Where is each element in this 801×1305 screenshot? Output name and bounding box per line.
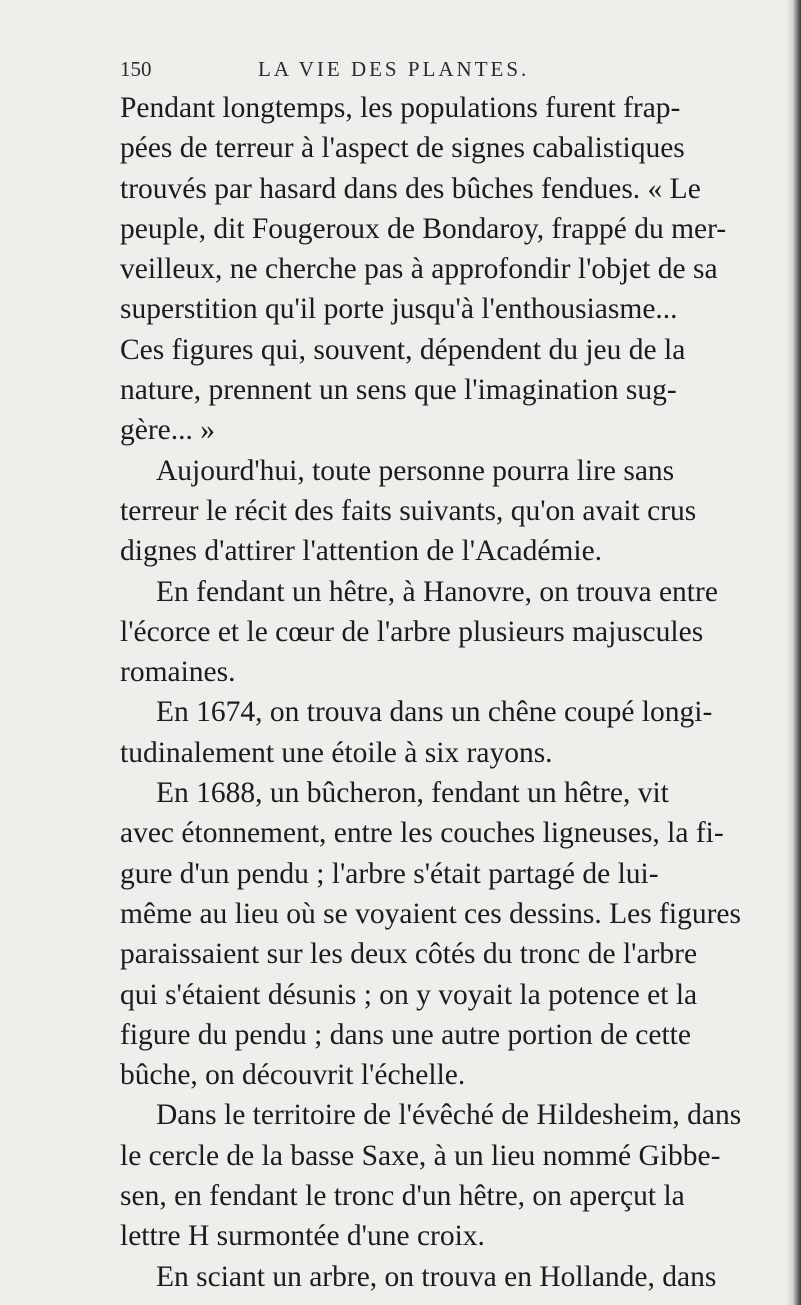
text-line: nature, prennent un sens que l'imagination sug-	[120, 374, 677, 407]
paragraph-start-line: En 1674, on trouva dans un chêne coupé longi-	[156, 696, 713, 729]
paragraph-start-line: En fendant un hêtre, à Hanovre, on trouva entre	[156, 575, 718, 608]
text-line: bûche, on découvrit l'échelle.	[120, 1059, 466, 1092]
text-line: Pendant longtemps, les populations furent frap-	[120, 92, 681, 124]
text-line: figure du pendu ; dans une autre portion de cette	[120, 1018, 691, 1051]
text-line: lettre H surmontée d'une croix.	[120, 1220, 485, 1253]
text-line: qui s'étaient désunis ; on y voyait la potence et la	[120, 978, 698, 1011]
text-line: trouvés par hasard dans des bûches fendues. « Le	[120, 172, 701, 205]
running-title: LA VIE DES PLANTES.	[258, 57, 530, 81]
paragraph-start-line: Dans le territoire de l'évêché de Hildesheim, dans	[156, 1099, 742, 1132]
text-line: le cercle de la basse Saxe, à un lieu nommé Gibbe-	[120, 1139, 721, 1172]
paragraph-start-line: En 1688, un bûcheron, fendant un hêtre, vit	[156, 777, 669, 810]
paragraph-start-line: Aujourd'hui, toute personne pourra lire sans	[156, 454, 675, 487]
text-line: pées de terreur à l'aspect de signes cabalistiques	[120, 132, 685, 165]
text-line: Ces figures qui, souvent, dépendent du jeu de la	[120, 333, 686, 366]
page-edge-shadow	[787, 0, 801, 1305]
text-line: avec étonnement, entre les couches ligneuses, la fi-	[120, 817, 724, 850]
text-line: dignes d'attirer l'attention de l'Académie.	[120, 535, 603, 568]
text-line: tudinalement une étoile à six rayons.	[120, 736, 553, 769]
text-line: sen, en fendant le tronc d'un hêtre, on aperçut la	[120, 1180, 685, 1213]
text-line: l'écorce et le cœur de l'arbre plusieurs majuscules	[120, 615, 704, 648]
text-line: gure d'un pendu ; l'arbre s'était partagé de lui-	[120, 857, 659, 890]
text-line: superstition qu'il porte jusqu'à l'enthousiasme...	[120, 293, 678, 326]
page-number: 150	[120, 57, 152, 81]
page-header	[120, 57, 740, 87]
text-line: même au lieu où se voyaient ces dessins. Les figures	[120, 897, 741, 930]
body-text	[120, 88, 760, 1297]
text-line: terreur le récit des faits suivants, qu'on avait crus	[120, 494, 697, 527]
text-line: romaines.	[120, 656, 236, 689]
paragraph-start-line: En sciant un arbre, on trouva en Hollande, dans	[156, 1260, 717, 1293]
text-line: veilleux, ne cherche pas à approfondir l'objet de sa	[120, 253, 718, 286]
text-line: paraissaient sur les deux côtés du tronc de l'arbre	[120, 938, 698, 971]
text-line: peuple, dit Fougeroux de Bondaroy, frappé du mer-	[120, 212, 727, 245]
text-line: gère... »	[120, 414, 216, 447]
